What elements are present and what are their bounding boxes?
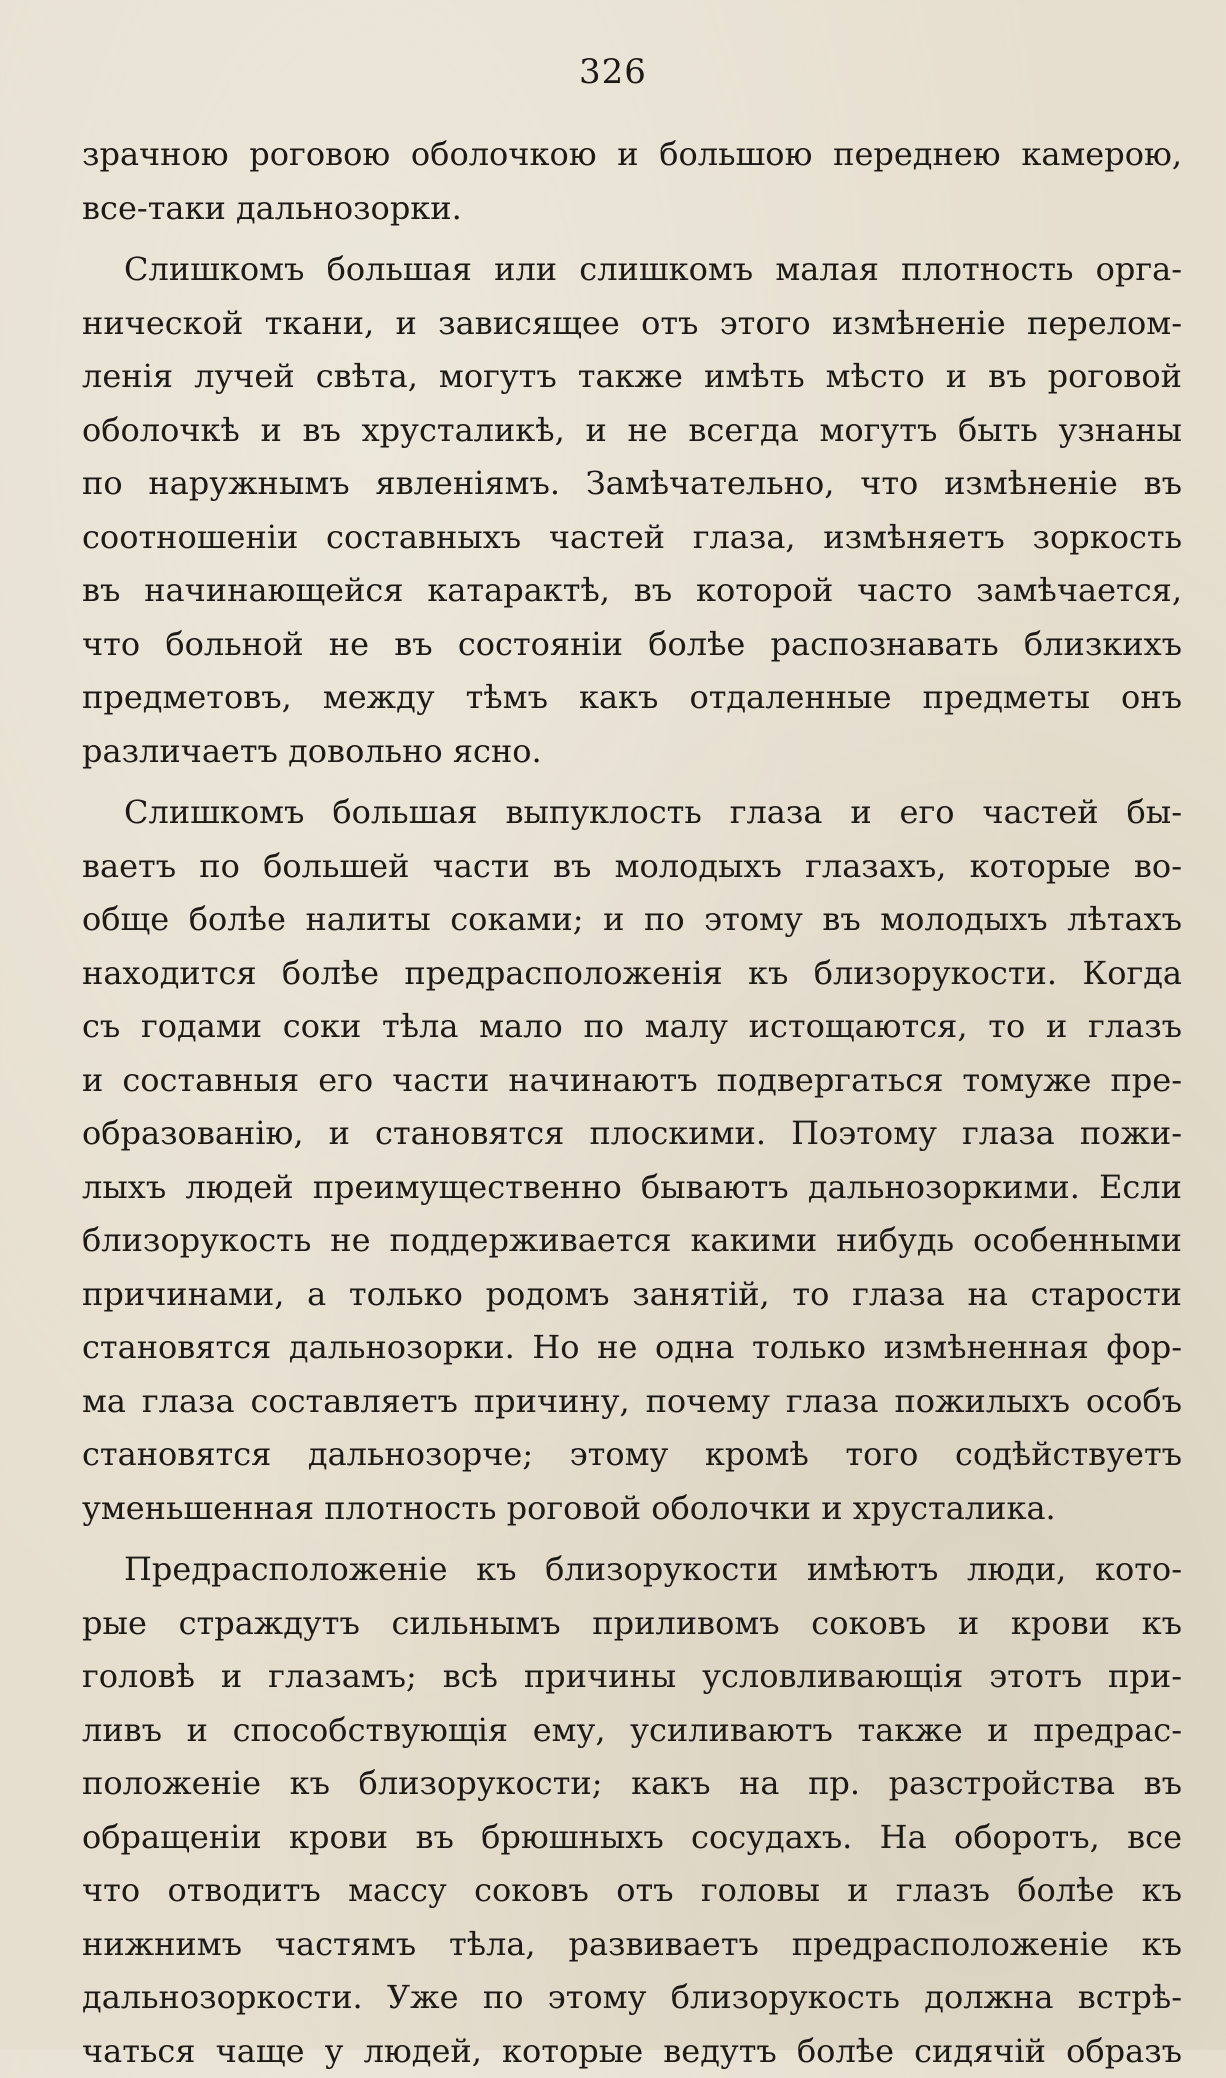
text-line: лыхъ людей преимущественно бываютъ дальнозоркими. Если [82, 1161, 1182, 1215]
text-line: все-таки дальнозорки. [82, 182, 1182, 236]
text-line: нижнимъ частямъ тѣла, развиваетъ предрасположеніе къ [82, 1918, 1182, 1972]
text-line: различаетъ довольно ясно. [82, 725, 1182, 779]
text-line: обращеніи крови въ брюшныхъ сосудахъ. На оборотъ, все [82, 1811, 1182, 1865]
text-line: нической ткани, и зависящее отъ этого измѣненіе перелом- [82, 297, 1182, 351]
text-line: становятся дальнозорче; этому кромѣ того содѣйствуетъ [82, 1428, 1182, 1482]
page-number: 326 [0, 52, 1226, 92]
paragraph [82, 786, 1182, 1535]
text-line: обще болѣе налиты соками; и по этому въ молодыхъ лѣтахъ [82, 893, 1182, 947]
text-line: близорукость не поддерживается какими нибудь особенными [82, 1214, 1182, 1268]
text-line: Слишкомъ большая или слишкомъ малая плотность орга- [82, 243, 1182, 297]
text-line: головѣ и глазамъ; всѣ причины условливающія этотъ при- [82, 1650, 1182, 1704]
text-line: ленія лучей свѣта, могутъ также имѣть мѣсто и въ роговой [82, 350, 1182, 404]
text-line: уменьшенная плотность роговой оболочки и хрусталика. [82, 1482, 1182, 1536]
text-line: что отводитъ массу соковъ отъ головы и глазъ болѣе къ [82, 1864, 1182, 1918]
text-line: находится болѣе предрасположенія къ близорукости. Когда [82, 947, 1182, 1001]
text-line: дальнозоркости. Уже по этому близорукость должна встрѣ- [82, 1971, 1182, 2025]
paragraph [82, 1543, 1182, 2078]
text-line: съ годами соки тѣла мало по малу истощаются, то и глазъ [82, 1000, 1182, 1054]
text-line: Слишкомъ большая выпуклость глаза и его частей бы- [82, 786, 1182, 840]
text-line: ма глаза составляетъ причину, почему глаза пожилыхъ особъ [82, 1375, 1182, 1429]
text-line: ваетъ по большей части въ молодыхъ глазахъ, которые во- [82, 840, 1182, 894]
text-line: ливъ и способствующія ему, усиливаютъ также и предрас- [82, 1704, 1182, 1758]
text-line: и составныя его части начинаютъ подвергаться томуже пре- [82, 1054, 1182, 1108]
text-line: что больной не въ состояніи болѣе распознавать близкихъ [82, 618, 1182, 672]
paragraph [82, 128, 1182, 235]
text-line: соотношеніи составныхъ частей глаза, измѣняетъ зоркость [82, 511, 1182, 565]
text-line: зрачною роговою оболочкою и большою переднею камерою, [82, 128, 1182, 182]
text-line: въ начинающейся катарактѣ, въ которой часто замѣчается, [82, 564, 1182, 618]
text-line: причинами, а только родомъ занятій, то глаза на старости [82, 1268, 1182, 1322]
text-line: Предрасположеніе къ близорукости имѣютъ люди, кото- [82, 1543, 1182, 1597]
text-line: становятся дальнозорки. Но не одна только измѣненная фор- [82, 1321, 1182, 1375]
text-line: предметовъ, между тѣмъ какъ отдаленные предметы онъ [82, 671, 1182, 725]
text-line: образованію, и становятся плоскими. Поэтому глаза пожи- [82, 1107, 1182, 1161]
text-line: чаться чаще у людей, которые ведутъ болѣе сидячій образъ [82, 2025, 1182, 2078]
text-line: по наружнымъ явленіямъ. Замѣчательно, что измѣненіе въ [82, 457, 1182, 511]
text-line: рые страждутъ сильнымъ приливомъ соковъ и крови къ [82, 1597, 1182, 1651]
text-line: оболочкѣ и въ хрусталикѣ, и не всегда могутъ быть узнаны [82, 404, 1182, 458]
body-text [82, 128, 1182, 2078]
text-line: положеніе къ близорукости; какъ на пр. разстройства въ [82, 1757, 1182, 1811]
paragraph [82, 243, 1182, 778]
